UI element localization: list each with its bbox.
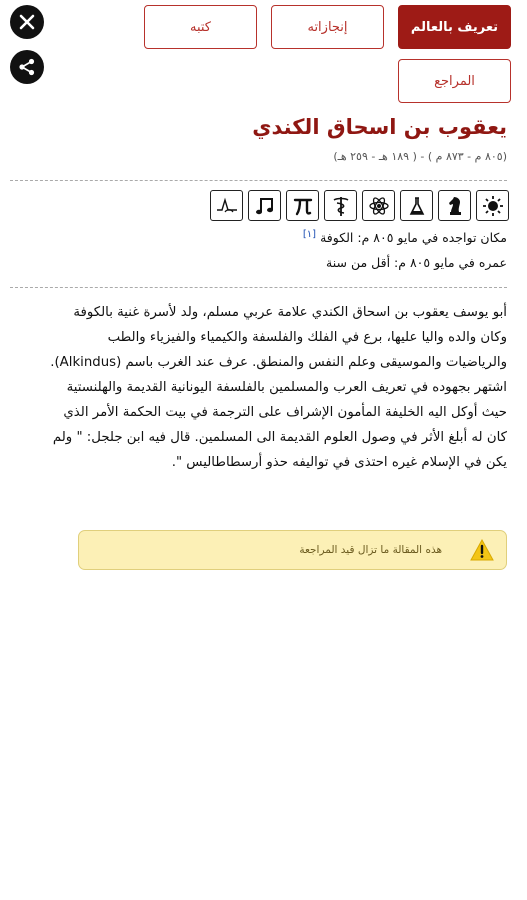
age-line: عمره في مايو ٨٠٥ م: أقل من سنة: [326, 255, 507, 270]
biography: [20, 300, 507, 475]
divider-top: [10, 180, 507, 181]
bio-line: حيث أوكل اليه الخليفة المأمون الإشراف على الترجمة في بيت الحكمة الأمر الذي: [63, 405, 507, 420]
close-icon: [19, 14, 35, 30]
logic-icon[interactable]: [210, 190, 243, 221]
fields-icon-row: [210, 190, 509, 221]
astronomy-icon[interactable]: [476, 190, 509, 221]
physics-icon[interactable]: [362, 190, 395, 221]
review-warning: [78, 530, 507, 570]
warning-text: هذه المقالة ما تزال قيد المراجعة: [299, 544, 442, 556]
bio-line: يكن في الإسلام غيره احتذى في تواليفه حذو أرسطاطاليس ".: [171, 455, 507, 470]
warning-icon: [470, 539, 494, 561]
bio-line: اشتهر بجهوده في تعريف العرب والمسلمين بالفلسفة اليونانية القديمة والهلنستية: [66, 380, 507, 395]
math-icon[interactable]: [286, 190, 319, 221]
bio-line: والرياضيات والموسيقى وعلم النفس والمنطق. عرف عند الغرب باسم (Alkindus).: [50, 355, 507, 370]
location-text: مكان تواجده في مايو ٨٠٥ م: الكوفة: [320, 230, 507, 246]
reference-link[interactable]: [١]: [302, 229, 317, 240]
location-line: [303, 229, 507, 245]
divider-middle: [10, 287, 507, 288]
chess-icon[interactable]: [438, 190, 471, 221]
close-button[interactable]: [10, 5, 44, 39]
medicine-icon[interactable]: [324, 190, 357, 221]
tab-references[interactable]: المراجع: [398, 59, 511, 103]
bio-line: كان له أبلغ الأثر في وصول العلوم القديمة الى المسلمين. قال فيه ابن جلجل: " ولم: [52, 430, 507, 445]
page-title: يعقوب بن اسحاق الكندي: [252, 115, 507, 139]
tab-bar: [144, 5, 511, 49]
bio-line: وكان والده واليا عليها، برع في الفلك والفلسفة والكيمياء والفيزياء والطب: [107, 330, 507, 345]
chemistry-icon[interactable]: [400, 190, 433, 221]
tab-books[interactable]: كتبه: [144, 5, 257, 49]
share-icon: [18, 58, 36, 76]
share-button[interactable]: [10, 50, 44, 84]
life-dates: (٨٠٥ م - ٨٧٣ م ) - ( ١٨٩ هـ - ٢٥٩ هـ): [333, 150, 507, 163]
bio-line: أبو يوسف يعقوب بن اسحاق الكندي علامة عربي مسلم، ولد لأسرة غنية بالكوفة: [73, 305, 507, 320]
music-icon[interactable]: [248, 190, 281, 221]
tab-about[interactable]: تعريف بالعالم: [398, 5, 511, 49]
tab-achievements[interactable]: إنجازاته: [271, 5, 384, 49]
